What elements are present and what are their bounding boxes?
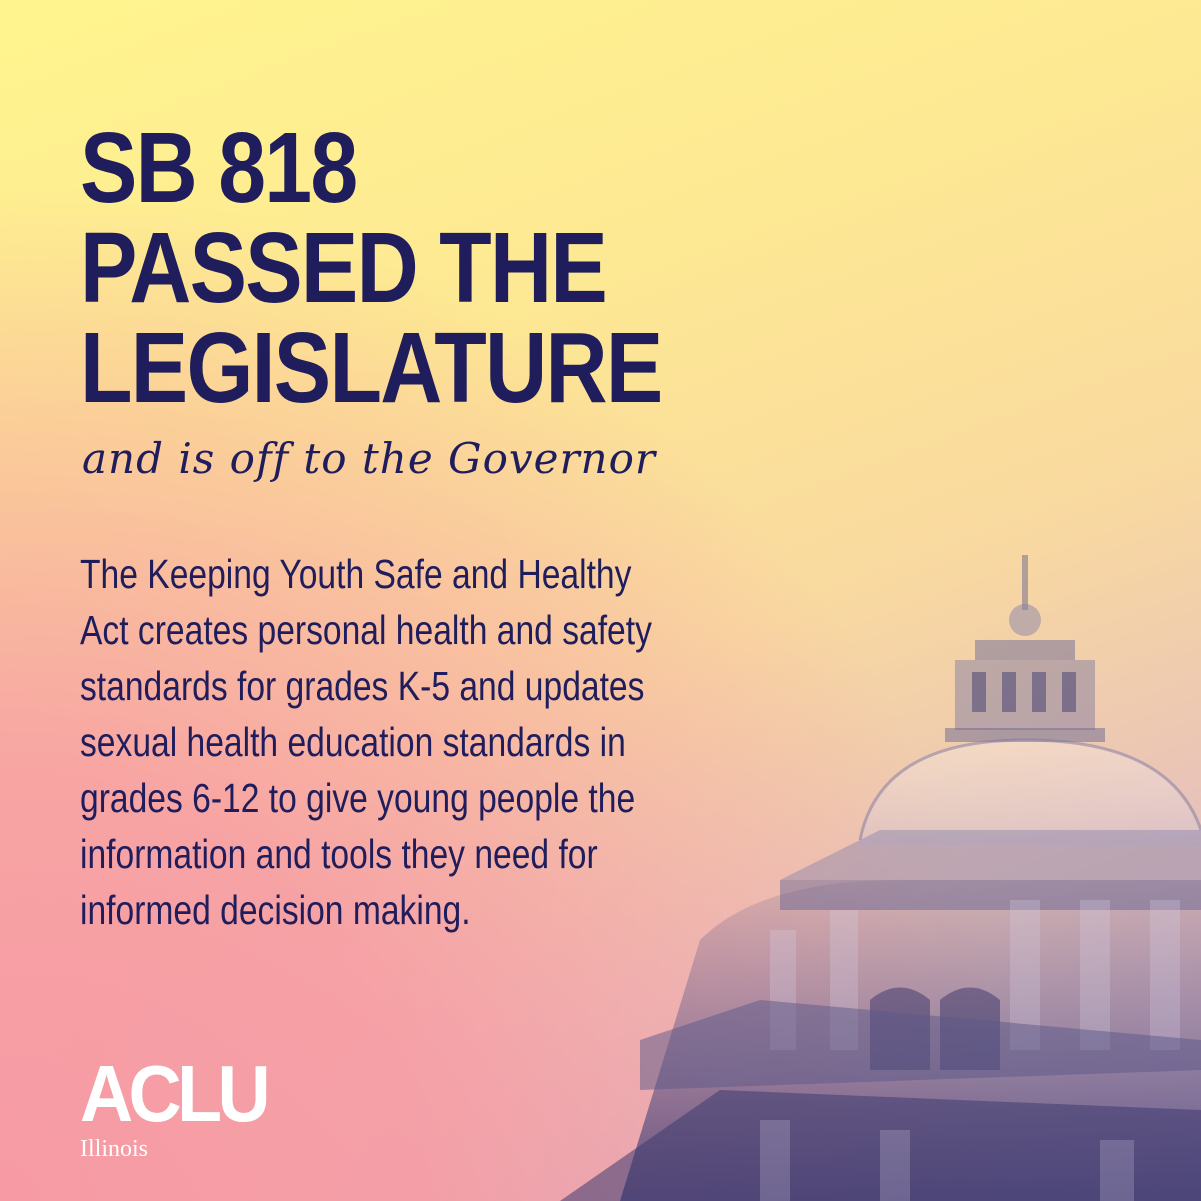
headline-line-3: LEGISLATURE bbox=[80, 312, 662, 424]
headline-line-1: SB 818 bbox=[80, 112, 357, 224]
headline bbox=[80, 112, 662, 424]
logo-mark: ACLU bbox=[80, 1049, 267, 1138]
subhead: and is off to the Governor bbox=[82, 434, 656, 483]
logo-subtitle: Illinois bbox=[80, 1136, 149, 1162]
headline-line-2: PASSED THE bbox=[80, 212, 606, 324]
body-text: The Keeping Youth Safe and Healthy Act creates personal health and safety standards for grades K-5 and updates sexual health education standards in grades 6-12 to give young people the information and tools they need for informed decision making. bbox=[80, 551, 652, 933]
aclu-illinois-logo bbox=[80, 1049, 282, 1163]
